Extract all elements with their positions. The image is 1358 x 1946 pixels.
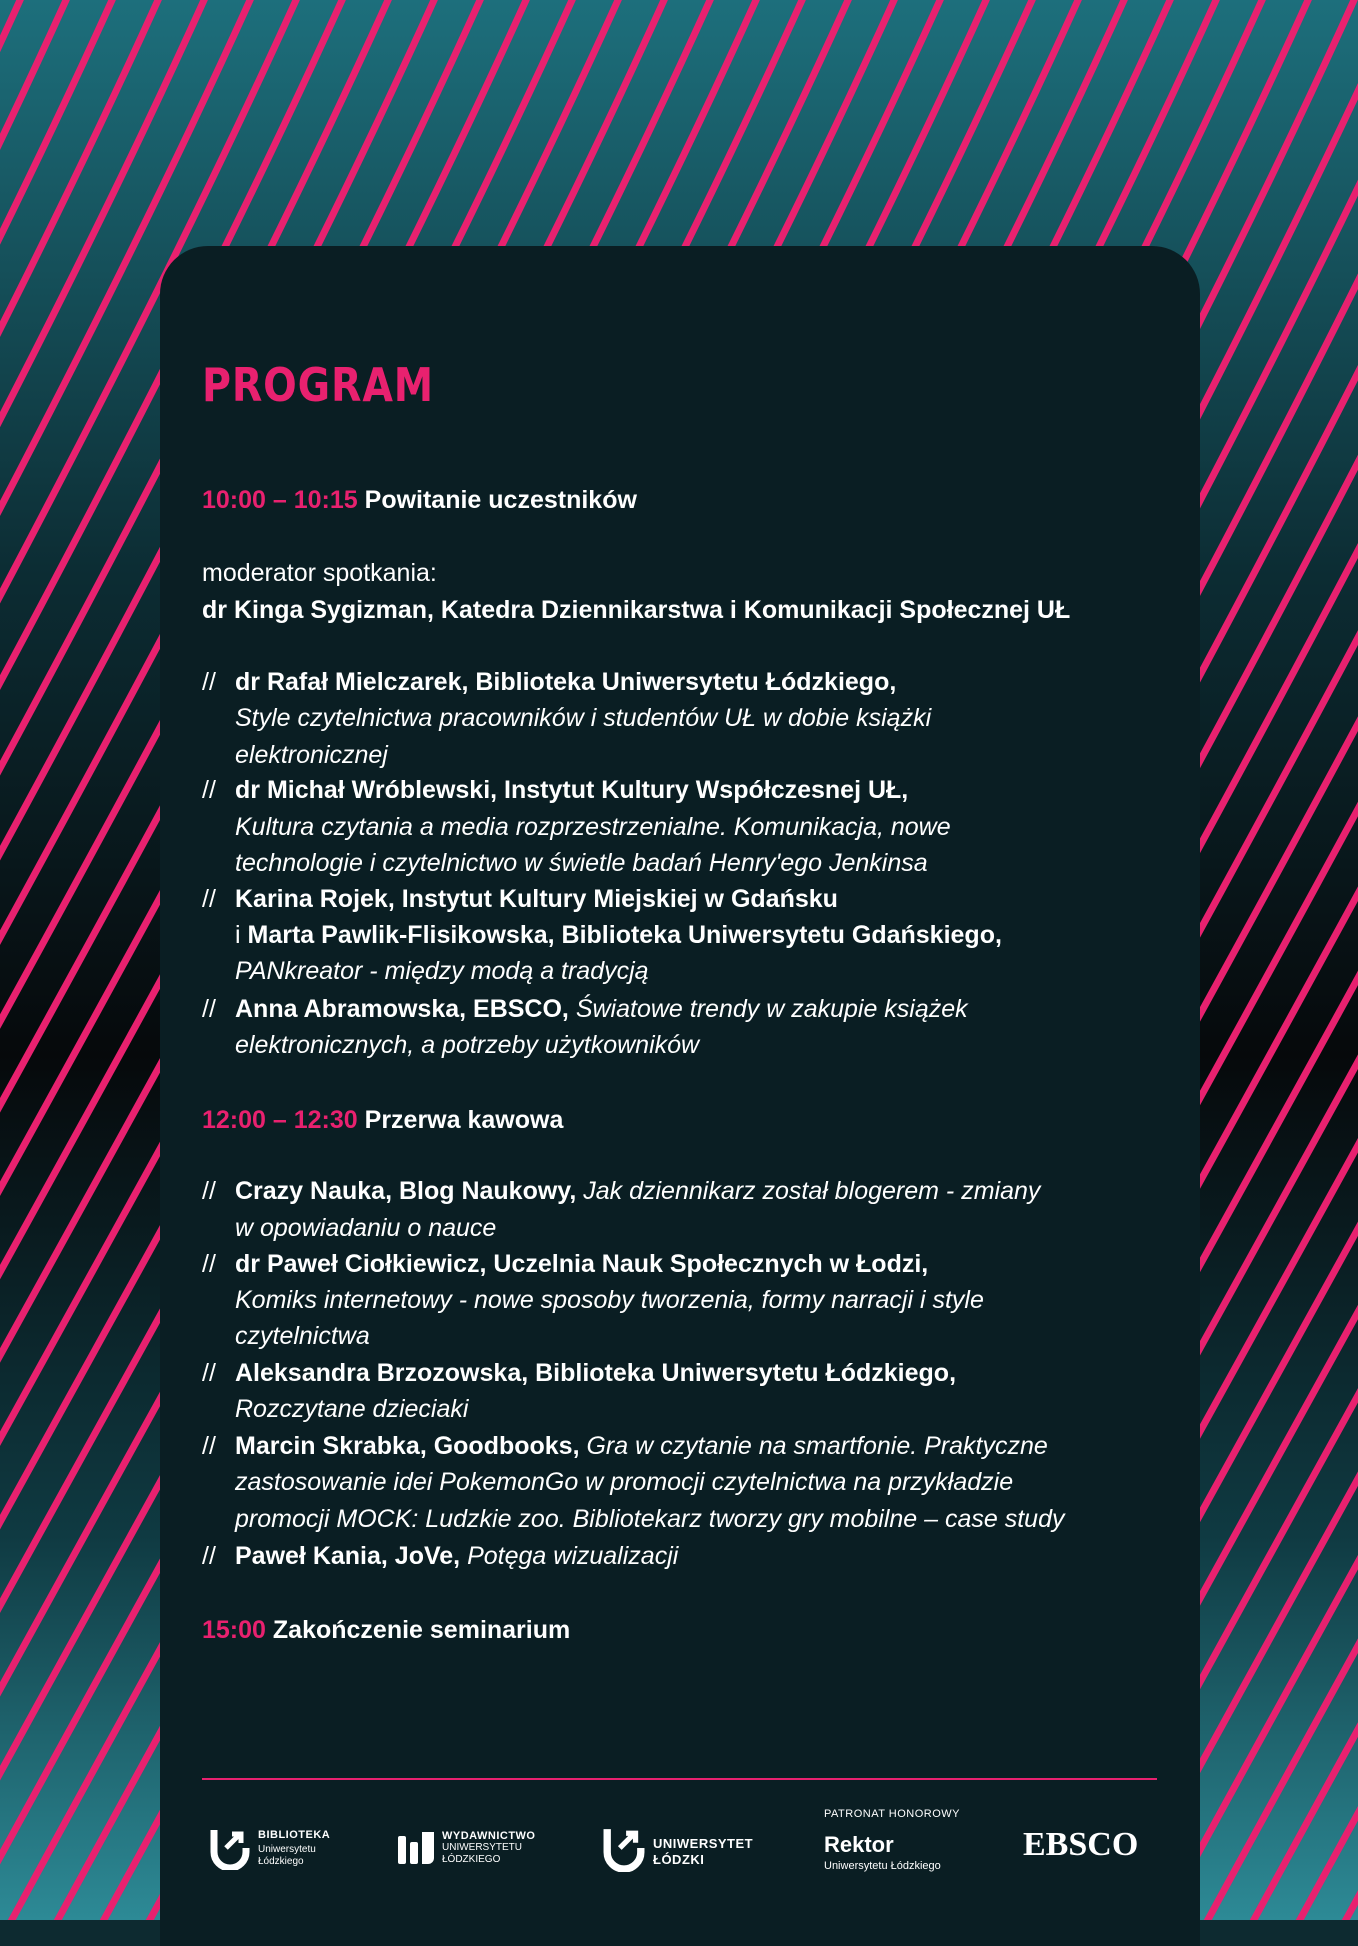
talk-title: promocji MOCK: Ludzkie zoo. Bibliotekarz tworzy gry mobilne – case study <box>235 1505 1065 1533</box>
moderator-label: moderator spotkania: <box>202 559 437 587</box>
session-closing <box>202 1612 570 1648</box>
bullet: // <box>202 1177 216 1205</box>
talk-speaker: Marcin Skrabka, Goodbooks, <box>235 1432 580 1460</box>
session-time: 15:00 <box>202 1616 266 1644</box>
bullet: // <box>202 776 216 804</box>
logo-patronat: PATRONAT HONOROWY Rektor Uniwersytetu Łódzkiego <box>824 1808 961 1872</box>
session-time: 12:00 – 12:30 <box>202 1106 358 1134</box>
bullet: // <box>202 1250 216 1278</box>
bullet: // <box>202 995 216 1023</box>
bullet: // <box>202 1359 216 1387</box>
talk-title: w opowiadaniu o nauce <box>235 1214 497 1242</box>
logo-ebsco: EBSCO <box>1023 1826 1139 1863</box>
library-logo-icon <box>210 1826 250 1870</box>
session-label: Zakończenie seminarium <box>272 1616 571 1644</box>
talk-speaker: Karina Rojek, Instytut Kultury Miejskiej w Gdańsku <box>235 885 838 913</box>
talk-title: PANkreator - między modą a tradycją <box>235 957 649 985</box>
talk-title: technologie i czytelnictwo w świetle badań Henry'ego Jenkinsa <box>235 849 928 877</box>
program-title: PROGRAM <box>202 358 435 412</box>
talk-title: Jak dziennikarz został blogerem - zmiany <box>583 1177 1041 1205</box>
logo-uniwersytet: UNIWERSYTET ŁÓDZKI <box>603 1824 753 1872</box>
talk-line <box>235 1538 678 1574</box>
talk-title: Światowe trendy w zakupie książek <box>575 995 968 1023</box>
talk-title: Rozczytane dzieciaki <box>235 1395 469 1423</box>
talk-line <box>235 1428 1048 1464</box>
talk-speaker: Aleksandra Brzozowska, Biblioteka Uniwersytetu Łódzkiego, <box>235 1359 957 1387</box>
talk-title: Kultura czytania a media rozprzestrzenialne. Komunikacja, nowe <box>235 813 951 841</box>
talk-title: zastosowanie idei PokemonGo w promocji czytelnictwa na przykładzie <box>235 1468 1014 1496</box>
session-label: Powitanie uczestników <box>364 486 637 514</box>
session-label: Przerwa kawowa <box>364 1106 564 1134</box>
talk-title: Gra w czytanie na smartfonie. Praktyczne <box>586 1432 1048 1460</box>
talk-line <box>235 1173 1040 1209</box>
talk-title: Potęga wizualizacji <box>467 1542 679 1570</box>
session-opening <box>202 482 637 518</box>
publisher-logo-icon <box>397 1828 437 1866</box>
session-time: 10:00 – 10:15 <box>202 486 358 514</box>
talk-title: Komiks internetowy - nowe sposoby tworzenia, formy narracji i style <box>235 1286 984 1314</box>
logo-biblioteka: BIBLIOTEKA Uniwersytetu Łódzkiego <box>210 1826 340 1870</box>
moderator-name: dr Kinga Sygizman, Katedra Dziennikarstwa i Komunikacji Społecznej UŁ <box>202 596 1071 624</box>
talk-speaker: dr Michał Wróblewski, Instytut Kultury Współczesnej UŁ, <box>235 776 909 804</box>
bullet: // <box>202 668 216 696</box>
bullet: // <box>202 1542 216 1570</box>
talk-speaker: dr Rafał Mielczarek, Biblioteka Uniwersytetu Łódzkiego, <box>235 668 897 696</box>
university-logo-icon <box>603 1824 645 1872</box>
talk-speaker: Crazy Nauka, Blog Naukowy, <box>235 1177 577 1205</box>
logo-wydawnictwo: WYDAWNICTWO UNIWERSYTETU ŁÓDZKIEGO <box>397 1828 547 1868</box>
talk-title: czytelnictwa <box>235 1322 370 1350</box>
bullet: // <box>202 885 216 913</box>
talk-title: elektronicznej <box>235 741 388 769</box>
talk-title: Style czytelnictwa pracowników i studentów UŁ w dobie książki <box>235 704 932 732</box>
speaker-connector: i <box>235 921 241 949</box>
talk-line <box>235 991 968 1027</box>
session-break <box>202 1102 563 1138</box>
talk-speaker-second <box>235 917 1002 953</box>
footer-divider <box>202 1778 1157 1780</box>
talk-speaker: dr Paweł Ciołkiewicz, Uczelnia Nauk Społecznych w Łodzi, <box>235 1250 929 1278</box>
talk-speaker: Anna Abramowska, EBSCO, <box>235 995 569 1023</box>
talk-title: elektronicznych, a potrzeby użytkowników <box>235 1031 700 1059</box>
talk-speaker: Paweł Kania, JoVe, <box>235 1542 461 1570</box>
talk-speaker: Marta Pawlik-Flisikowska, Biblioteka Uniwersytetu Gdańskiego, <box>247 921 1002 949</box>
bullet: // <box>202 1432 216 1460</box>
